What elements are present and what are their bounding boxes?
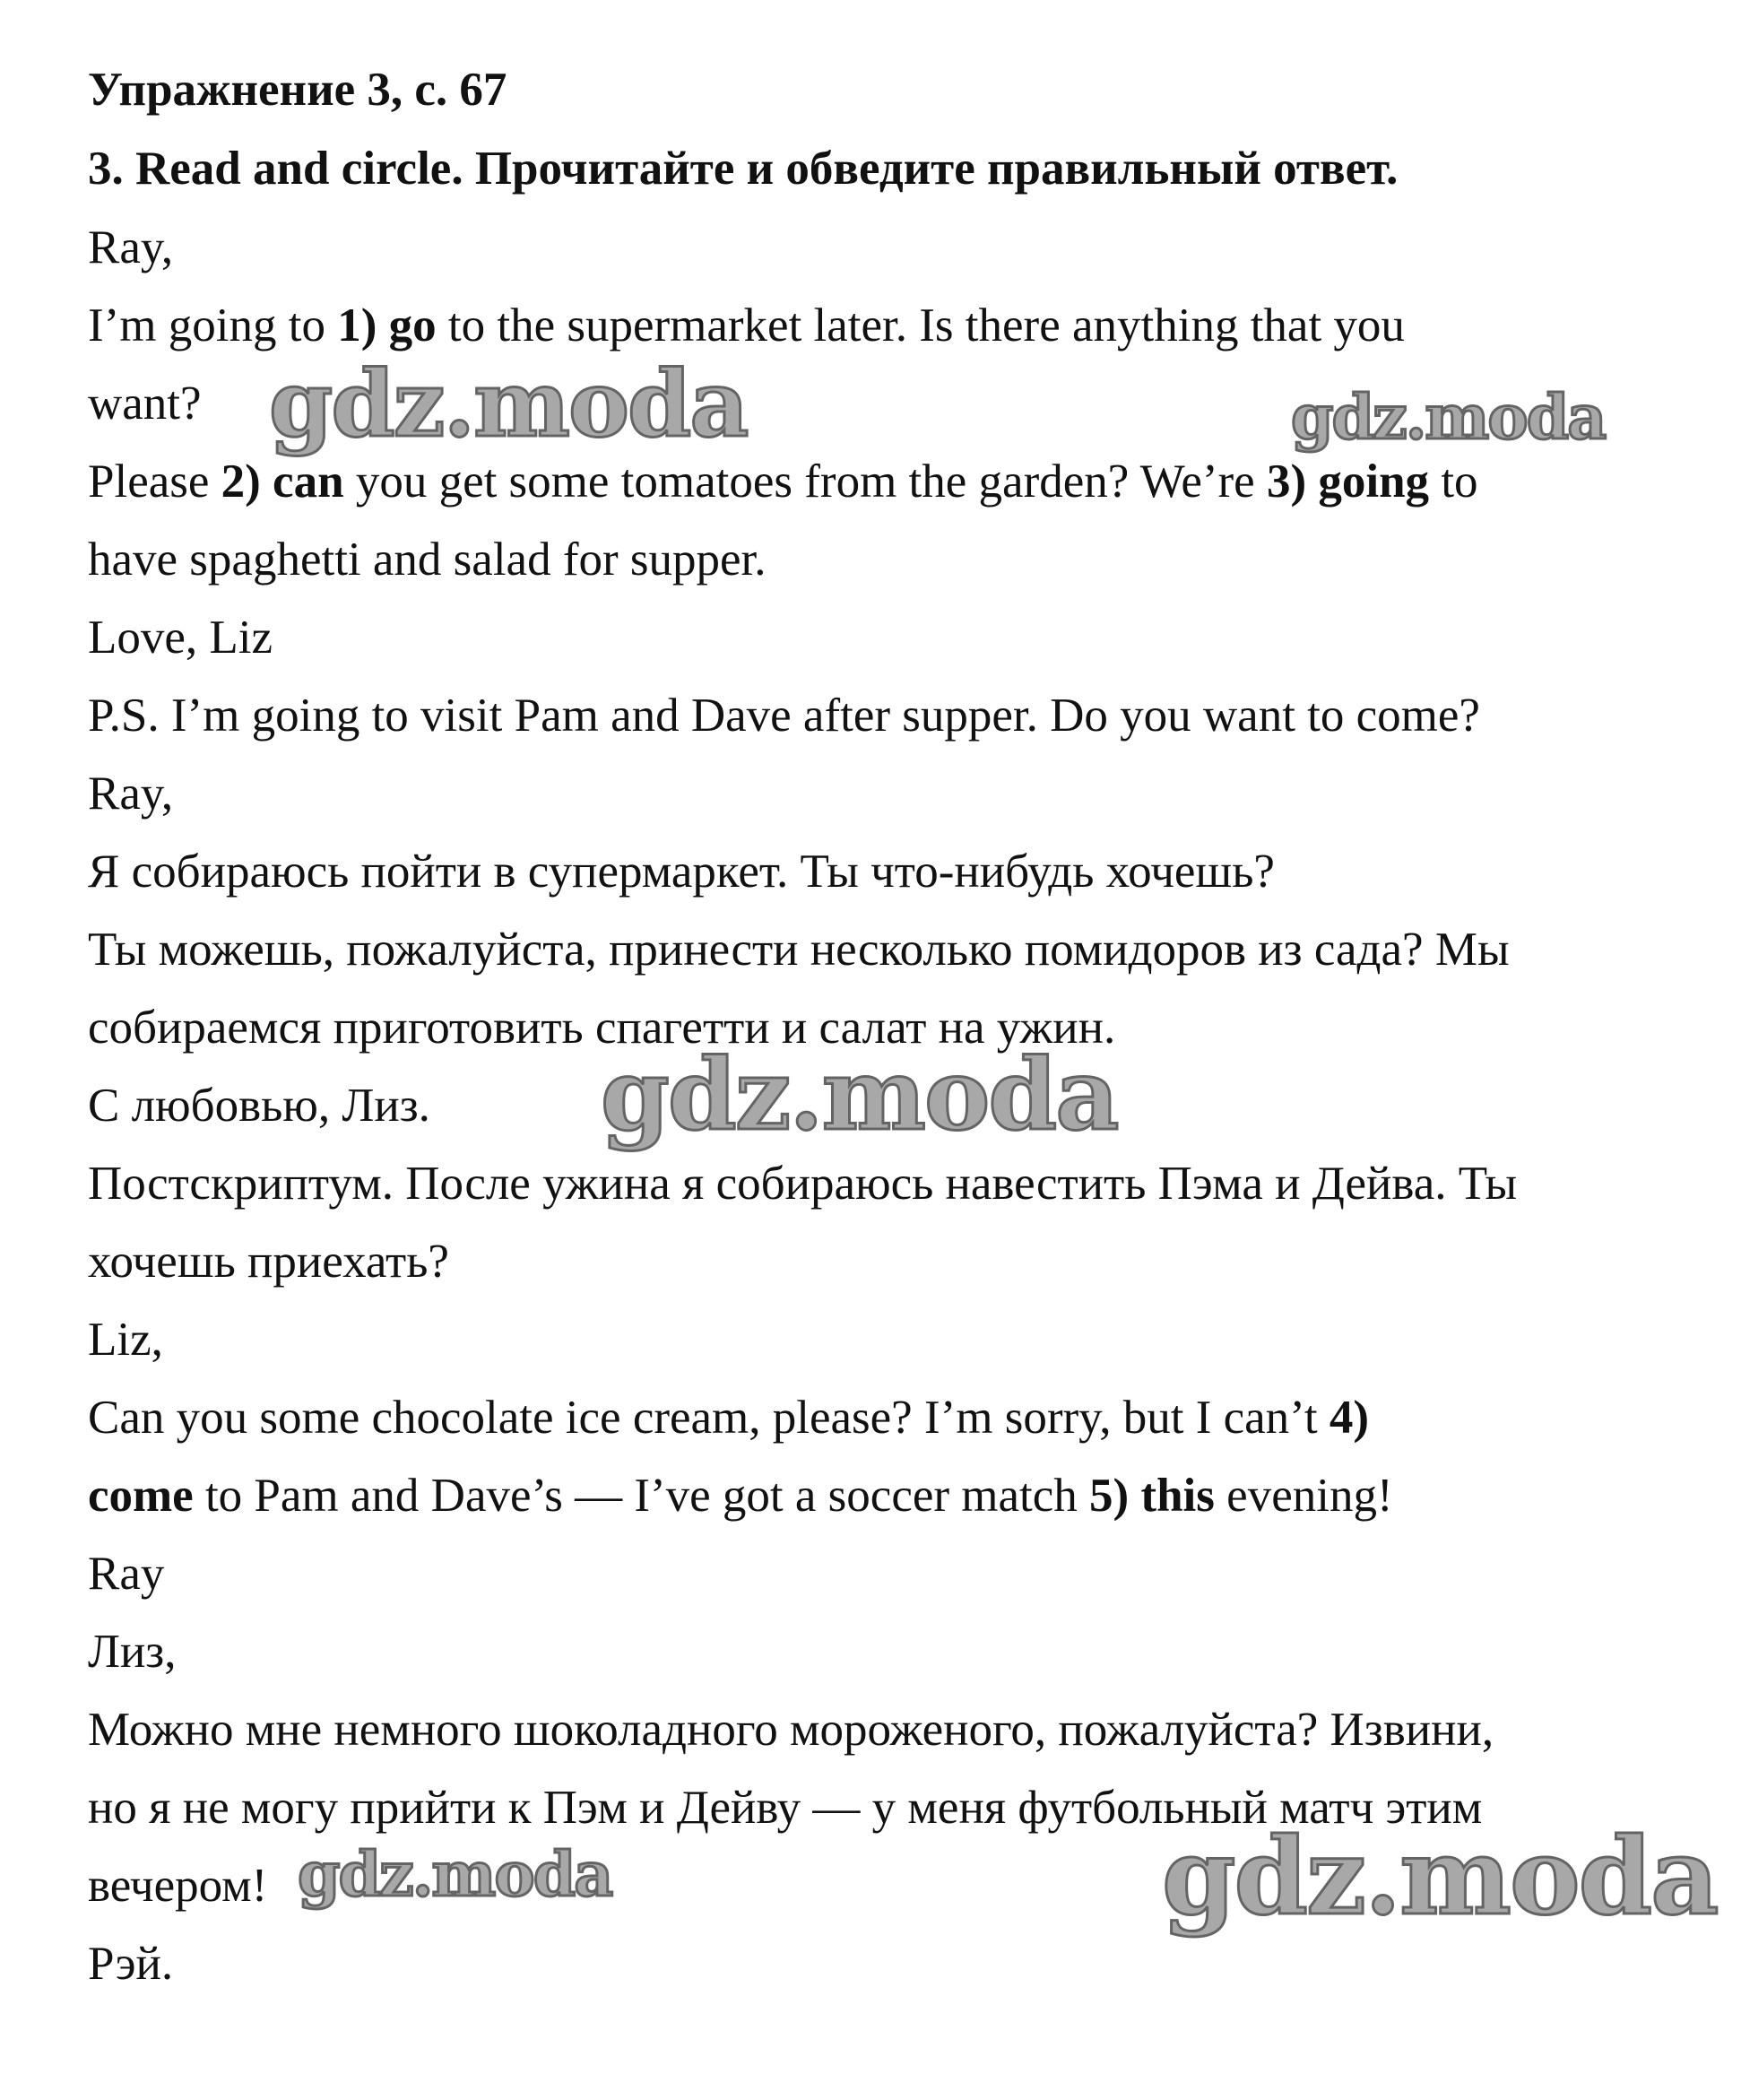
exercise-title: Упражнение 3, с. 67	[88, 64, 507, 116]
english-note-1-line-1: I’m going to 1) go to the supermarket later. Is there anything that you	[88, 299, 1405, 351]
answer-5: 5) this	[1089, 1470, 1215, 1522]
english-note-1-signoff: Love, Liz	[88, 612, 273, 664]
english-note-1-line-3: Please 2) can you get some tomatoes from the garden? We’re 3) going to	[88, 456, 1478, 508]
english-note-2-line-1: Can you some chocolate ice cream, please? I’m sorry, but I can’t 4)	[88, 1392, 1369, 1444]
russian-note-2-line-3: вечером!	[88, 1860, 268, 1912]
russian-note-1-line-3: собираемся приготовить спагетти и салат на ужин.	[88, 1002, 1116, 1054]
watermark: gdz.moda	[1162, 1814, 1718, 1939]
english-note-1-line-2: want?	[88, 377, 202, 430]
watermark: gdz.moda	[298, 1839, 612, 1911]
english-note-1-line-4: have spaghetti and salad for supper.	[88, 534, 767, 586]
russian-note-1-line-2: Ты можешь, пожалуйста, принести несколько помидоров из сада? Мы	[88, 924, 1510, 976]
russian-note-2-greeting: Лиз,	[88, 1626, 177, 1678]
english-note-1-ps: P.S. I’m going to visit Pam and Dave after supper. Do you want to come?	[88, 690, 1480, 742]
watermark: gdz.moda	[601, 1037, 1118, 1152]
russian-note-1-greeting: Ray,	[88, 768, 174, 820]
answer-4-word: come	[88, 1470, 194, 1522]
answer-3: 3) going	[1266, 456, 1430, 508]
russian-note-1-signoff: С любовью, Лиз.	[88, 1080, 430, 1132]
answer-1: 1) go	[337, 299, 437, 351]
russian-note-1-ps-line-1: Постскриптум. После ужина я собираюсь навестить Пэма и Дейва. Ты	[88, 1158, 1518, 1210]
russian-note-2-line-2: но я не могу прийти к Пэм и Дейву — у меня футбольный матч этим	[88, 1782, 1483, 1834]
english-note-1-greeting: Ray,	[88, 221, 174, 273]
english-note-2-greeting: Liz,	[88, 1314, 163, 1366]
english-note-2-signoff: Ray	[88, 1548, 165, 1600]
russian-note-2-line-1: Можно мне немного шоколадного мороженого, пожалуйста? Извини,	[88, 1704, 1494, 1756]
answer-2: 2) can	[221, 456, 344, 508]
russian-note-1-ps-line-2: хочешь приехать?	[88, 1236, 449, 1288]
exercise-task: 3. Read and circle. Прочитайте и обведите правильный ответ.	[88, 143, 1399, 195]
english-note-2-line-2: come to Pam and Dave’s — I’ve got a soccer match 5) this evening!	[88, 1470, 1393, 1522]
watermark: gdz.moda	[269, 351, 748, 458]
russian-note-1-line-1: Я собираюсь пойти в супермаркет. Ты что-нибудь хочешь?	[88, 846, 1275, 898]
russian-note-2-signoff: Рэй.	[88, 1938, 174, 1990]
watermark: gdz.moda	[1291, 382, 1606, 454]
answer-4-number: 4)	[1329, 1392, 1369, 1444]
